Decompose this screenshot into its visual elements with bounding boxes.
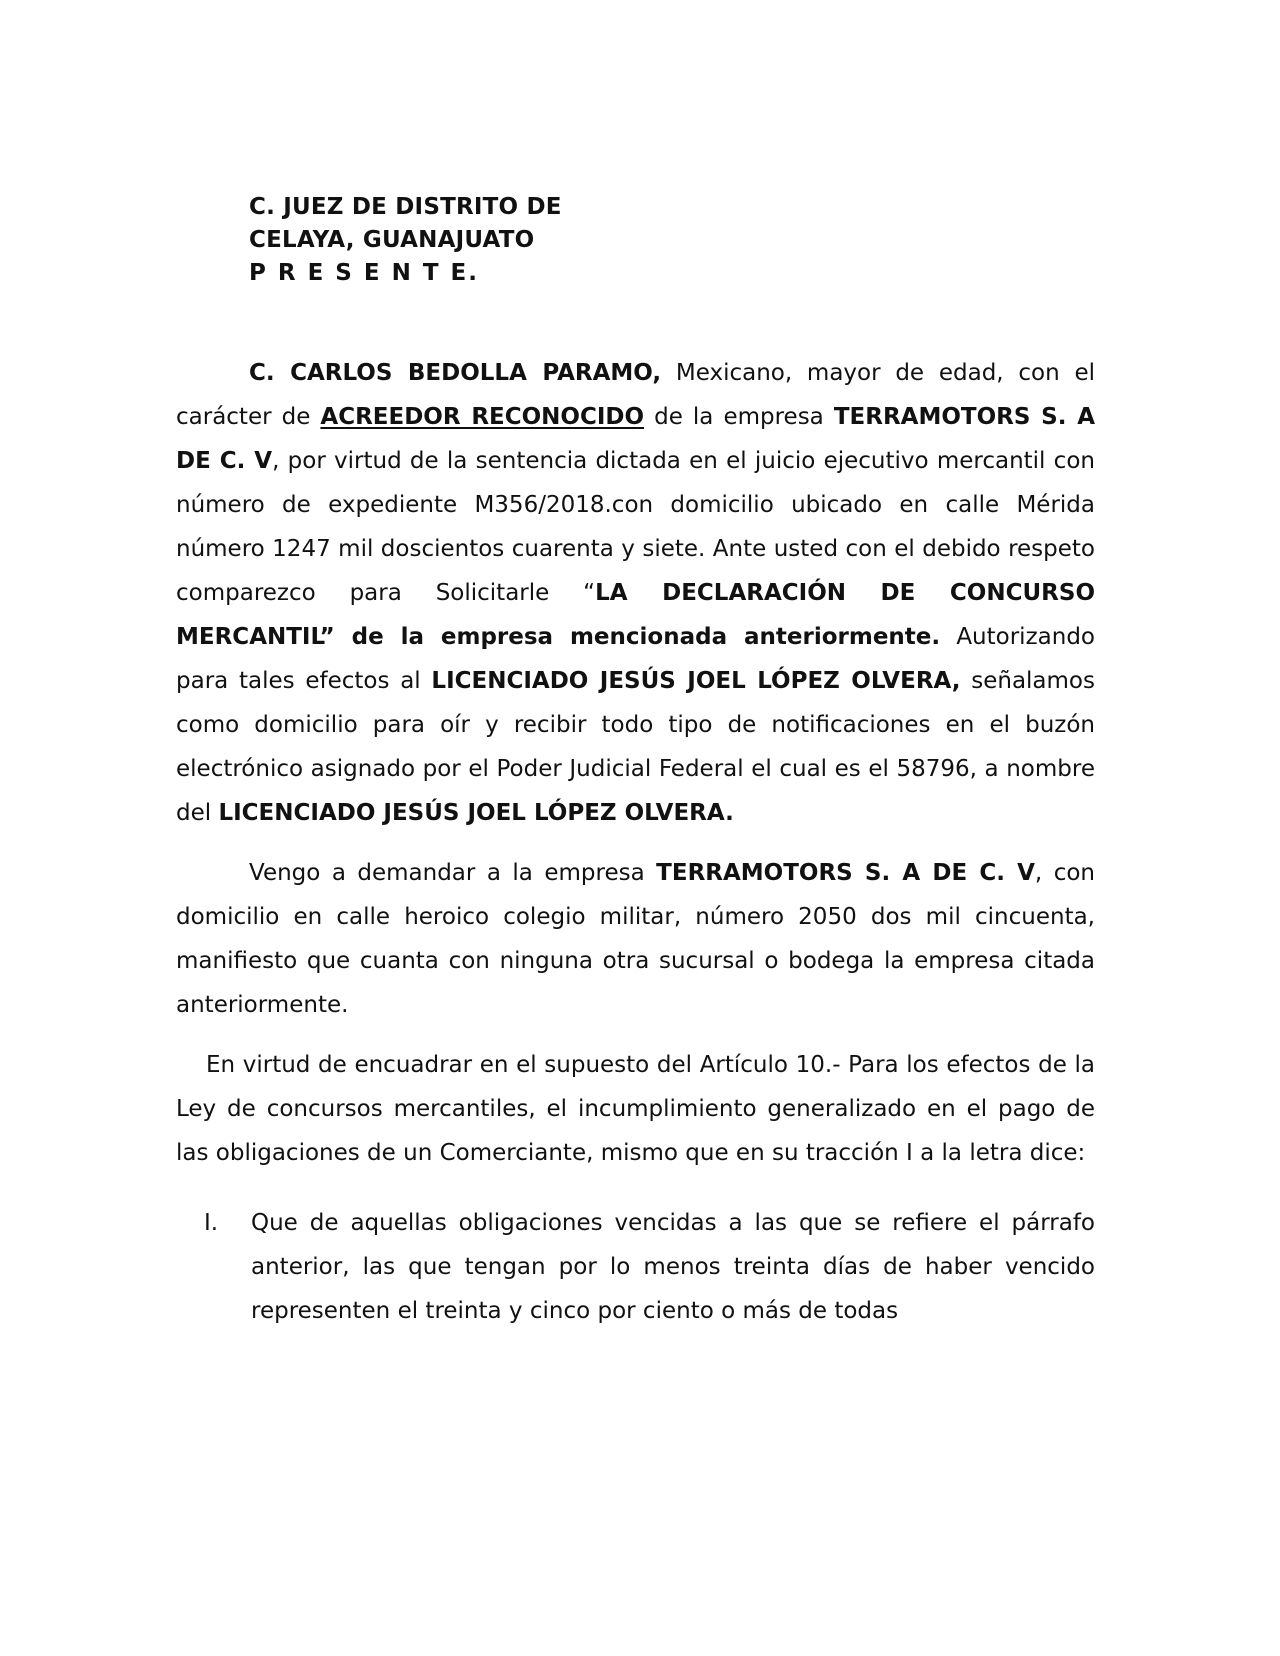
paragraph-text: , por virtud de la sentencia dictada en el juicio ejecutivo mercantil con número de expediente M356/2018.con domicilio ubicado en calle Mérida número 1247 mil doscientos cuarenta y siete. Ante usted con el debido respeto comparezco para Solicitarle “: [176, 448, 1095, 606]
addressee-block: [249, 191, 562, 290]
addressee-line-2: CELAYA, GUANAJUATO: [249, 227, 535, 253]
creditor-status-underlined: ACREEDOR RECONOCIDO: [320, 404, 645, 430]
addressee-line-1: C. JUEZ DE DISTRITO DE: [249, 194, 562, 220]
paragraph-text: Mexicano, mayor de edad, con el carácter de: [176, 360, 1095, 430]
list-item-marker: I.: [204, 1210, 219, 1236]
company-name: TERRAMOTORS S. A DE C. V: [656, 860, 1035, 886]
paragraph-legal-basis: En virtud de encuadrar en el supuesto del Artículo 10.- Para los efectos de la Ley de concursos mercantiles, el incumplimiento generalizado en el pago de las obligaciones de un Comerciante, mismo que en su tracción I a la letra dice:: [176, 1052, 1095, 1166]
list-item: [176, 1201, 1095, 1333]
paragraph-text: , con domicilio en calle heroico colegio militar, número 2050 dos mil cincuenta, manifiesto que cuanta con ninguna otra sucursal o bodega la empresa citada anteriormente.: [176, 860, 1095, 1018]
paragraph-text: Autorizando para tales efectos al: [176, 624, 1095, 694]
paragraph-defendant: [176, 851, 1095, 1027]
paragraph-text: señalamos como domicilio para oír y recibir todo tipo de notificaciones en el buzón electrónico asignado por el Poder Judicial Federal el cual es el 58796, a nombre del: [176, 668, 1095, 826]
company-name: TERRAMOTORS S. A DE C. V: [176, 404, 1095, 474]
paragraph-petitioner: [176, 351, 1095, 835]
attorney-name-repeat: LICENCIADO JESÚS JOEL LÓPEZ OLVERA.: [218, 800, 734, 826]
article-fractions-list: [176, 1201, 1095, 1333]
petitioner-name: C. CARLOS BEDOLLA PARAMO,: [249, 360, 662, 386]
paragraph-text: de la empresa: [644, 404, 834, 430]
paragraph-text: Vengo a demandar a la empresa: [249, 860, 657, 886]
creditor-status: [320, 404, 644, 430]
attorney-name: LICENCIADO JESÚS JOEL LÓPEZ OLVERA,: [431, 668, 961, 694]
document-body: [176, 351, 1095, 1333]
request-title: LA DECLARACIÓN DE CONCURSO MERCANTIL” de la empresa mencionada anteriormente.: [176, 580, 1095, 650]
addressee-line-3: P R E S E N T E.: [249, 260, 479, 286]
list-item-text: Que de aquellas obligaciones vencidas a las que se refiere el párrafo anterior, las que tengan por lo menos treinta días de haber vencido representen el treinta y cinco por ciento o más de todas: [251, 1210, 1095, 1324]
